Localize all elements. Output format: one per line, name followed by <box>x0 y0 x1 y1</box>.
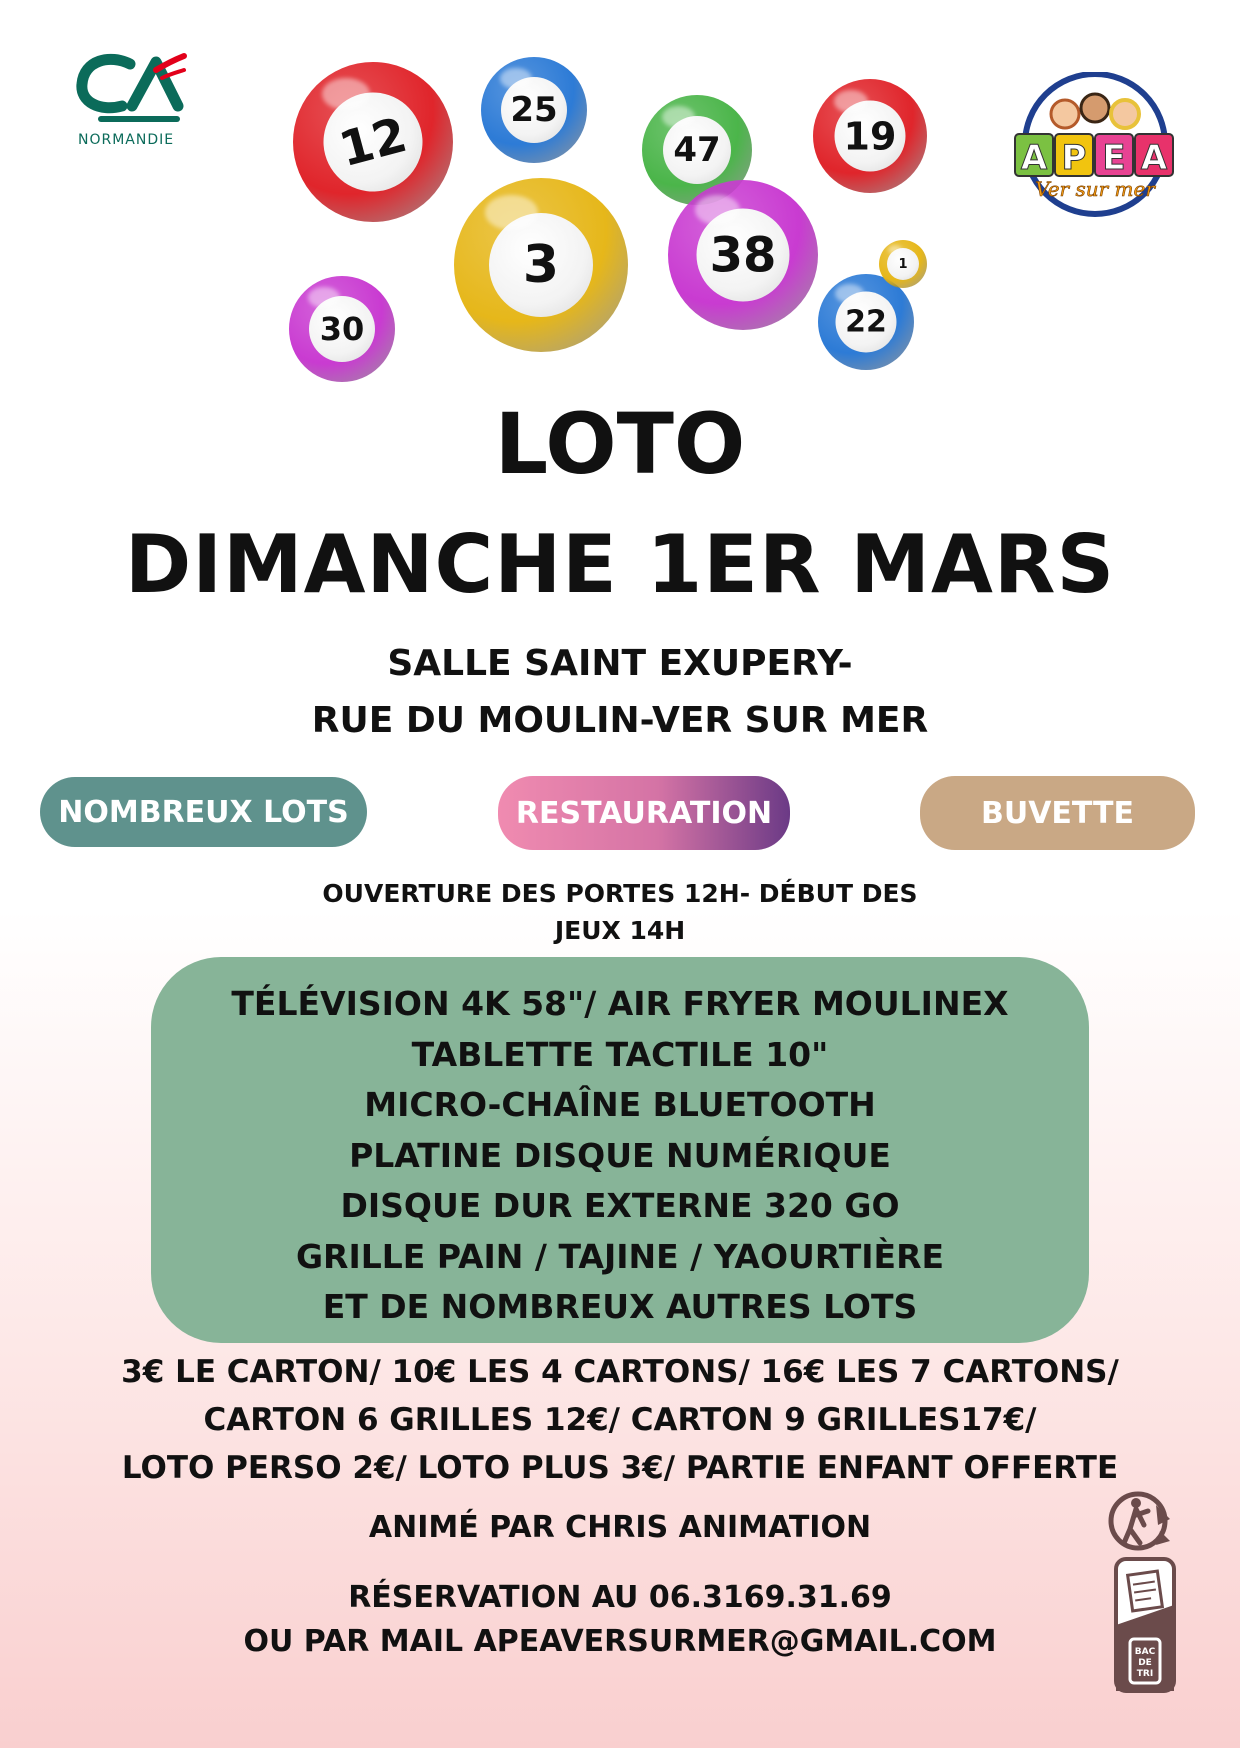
lottery-ball <box>481 57 587 163</box>
lottery-ball <box>293 62 453 222</box>
prizes-list <box>151 979 1089 1333</box>
ca-logo-mark-icon <box>70 50 200 130</box>
lottery-ball <box>813 79 927 193</box>
lottery-ball-number: 47 <box>663 116 731 184</box>
event-date: DIMANCHE 1ER MARS <box>124 518 1116 611</box>
venue-line-1: SALLE SAINT EXUPERY- <box>387 643 853 684</box>
badge-buvette: BUVETTE <box>920 776 1195 850</box>
pricing-line-3: LOTO PERSO 2€/ LOTO PLUS 3€/ PARTIE ENFANT OFFERTE <box>121 1450 1119 1486</box>
lottery-ball-number: 30 <box>309 296 375 362</box>
reservation-email: OU PAR MAIL APEAVERSURMER@GMAIL.COM <box>243 1624 997 1659</box>
lottery-ball-number: 22 <box>836 292 897 353</box>
apea-logo <box>1010 72 1180 217</box>
prize-item: DISQUE DUR EXTERNE 320 GO <box>340 1186 900 1225</box>
prize-item: PLATINE DISQUE NUMÉRIQUE <box>349 1135 891 1175</box>
prize-item: TABLETTE TACTILE 10" <box>411 1034 829 1074</box>
lottery-ball <box>289 276 395 382</box>
opening-line-1: OUVERTURE DES PORTES 12H- DÉBUT DES <box>322 879 918 908</box>
pricing-line-2: CARTON 6 GRILLES 12€/ CARTON 9 GRILLES17€/ <box>203 1402 1037 1438</box>
venue-line-2: RUE DU MOULIN-VER SUR MER <box>311 700 929 741</box>
lottery-ball-number: 38 <box>697 209 790 302</box>
lottery-ball <box>454 178 628 352</box>
recycle-person-icon <box>1108 1485 1178 1555</box>
tri-label-bac: BAC <box>1134 1647 1156 1657</box>
apea-letter-p: P <box>1061 138 1087 178</box>
prize-item: ET DE NOMBREUX AUTRES LOTS <box>322 1287 918 1326</box>
badge-restauration: RESTAURATION <box>498 776 790 850</box>
sorting-bin-icon <box>1110 1555 1180 1695</box>
lottery-ball <box>668 180 818 330</box>
lottery-ball <box>879 240 927 288</box>
prize-item: GRILLE PAIN / TAJINE / YAOURTIÈRE <box>295 1236 945 1276</box>
apea-letter-a2: A <box>1140 138 1168 178</box>
credit-agricole-logo <box>70 50 220 160</box>
contact-info <box>0 1576 1240 1664</box>
reservation-phone: RÉSERVATION AU 06.3169.31.69 <box>348 1580 892 1615</box>
lottery-ball-number: 25 <box>501 77 567 143</box>
lottery-ball-number: 12 <box>312 81 433 202</box>
opening-line-2: JEUX 14H <box>554 916 686 945</box>
lottery-ball-number: 1 <box>887 248 919 280</box>
tri-label-tri: TRI <box>1136 1669 1154 1679</box>
animator-credit: ANIMÉ PAR CHRIS ANIMATION <box>368 1510 872 1545</box>
apea-subtitle: Ver sur mer <box>1035 177 1155 201</box>
tri-label-de: DE <box>1138 1658 1152 1668</box>
badge-nombreux-lots: NOMBREUX LOTS <box>40 777 367 847</box>
prize-item: TÉLÉVISION 4K 58"/ AIR FRYER MOULINEX <box>231 984 1009 1023</box>
event-title: LOTO <box>494 395 746 493</box>
prizes-panel <box>151 957 1089 1343</box>
apea-letter-a: A <box>1020 138 1048 178</box>
apea-letter-e: E <box>1102 138 1126 178</box>
prize-item: MICRO-CHAÎNE BLUETOOTH <box>364 1085 876 1124</box>
opening-hours <box>300 875 940 949</box>
lottery-ball <box>818 274 914 370</box>
lottery-ball-number: 19 <box>835 101 906 172</box>
pricing <box>0 1348 1240 1492</box>
lottery-ball-number: 3 <box>489 213 593 317</box>
ca-region-label: NORMANDIE <box>78 132 175 148</box>
pricing-line-1: 3€ LE CARTON/ 10€ LES 4 CARTONS/ 16€ LES 7 CARTONS/ <box>121 1354 1119 1390</box>
